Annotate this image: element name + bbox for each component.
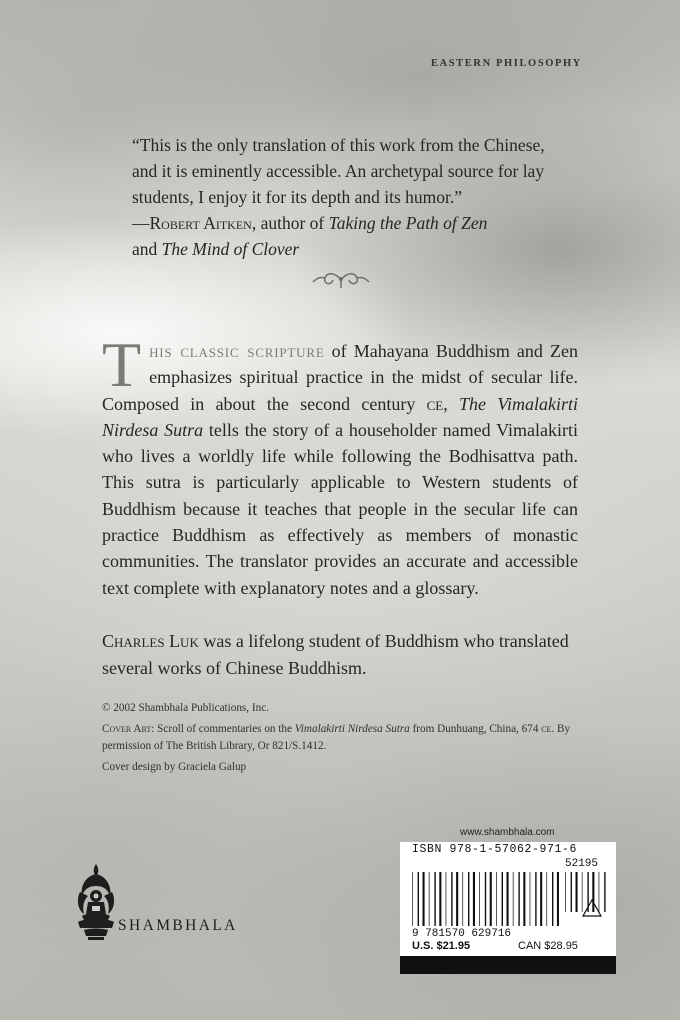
description-lead: his classic scripture [149, 341, 325, 361]
quote-book-1: Taking the Path of Zen [328, 213, 488, 233]
barcode-bar [540, 872, 542, 926]
barcode-bar [434, 872, 435, 926]
barcode-bar [502, 872, 503, 926]
barcode-bar [523, 872, 525, 926]
barcode-bar [423, 872, 425, 926]
category-label: EASTERN PHILOSOPHY [430, 58, 582, 69]
shambhala-logo-icon [72, 862, 120, 942]
ean-barcode [412, 872, 562, 930]
barcode-bar [571, 872, 572, 912]
quote-text: “This is the only translation of this work from the Chinese, and it is eminently accessible. An archetypal source for lay students, I enjoy it for its depth and its humor.” [132, 135, 545, 207]
translator-name: Charles Luk [102, 631, 199, 651]
barcode-bar [479, 872, 480, 926]
cover-art-credit: Cover Art: Scroll of commentaries on the Vimalakirti Nirdesa Sutra from Dunhuang, China, 674 ce. By permission of The British Library, Or 821/S.1412. [102, 723, 571, 752]
price-can: CAN $28.95 [518, 940, 578, 952]
barcode-bar [429, 872, 430, 926]
barcode-bar [565, 872, 566, 912]
barcode-bar [485, 872, 486, 926]
credits [102, 700, 572, 780]
isbn-label: ISBN 978-1-57062-971-6 [412, 843, 578, 856]
barcode-bar [530, 872, 531, 926]
barcode-bar [412, 872, 413, 926]
barcode-bar [490, 872, 492, 926]
quote-author: Robert Aitken [149, 213, 252, 233]
ean-digits: 9 781570 629716 [412, 928, 512, 940]
barcode-bar [576, 872, 578, 912]
barcode-bar [473, 872, 475, 926]
barcode-bar [546, 872, 547, 926]
quote-attribution-line2: and The Mind of Clover [132, 239, 300, 259]
ornament-icon [311, 268, 371, 292]
barcode-bar [451, 872, 452, 926]
barcode-bar [604, 872, 605, 912]
publisher-name: SHAMBHALA [118, 917, 238, 934]
barcode-bar [507, 872, 509, 926]
quote-book-2: The Mind of Clover [161, 239, 300, 259]
translator-bio: Charles Luk was a lifelong student of Buddhism who translated several works of Chinese Buddhism. [102, 631, 569, 678]
quote-attribution: —Robert Aitken, author of Taking the Path of Zen [132, 213, 488, 233]
cover-design-credit: Cover design by Graciela Galup [102, 760, 247, 773]
barcode-bar [468, 872, 469, 926]
barcode-bar [535, 872, 536, 926]
endorsement-quote [132, 132, 552, 262]
drop-cap: T [102, 329, 142, 400]
barcode-bar [439, 872, 441, 926]
triangle-icon [581, 898, 603, 918]
barcode-bar [446, 872, 447, 926]
barcode-bar [557, 872, 559, 926]
price-code: 52195 [565, 858, 599, 870]
barcode-bar [518, 872, 519, 926]
book-description: This classic scripture of Mahayana Buddhism and Zen emphasizes spiritual practice in the midst of secular life. Composed in about the second century ce, The Vimalakirti Nirdesa Sutra tells the story of a householder named Vimalakirti who lives a worldly life while following the Bodhisattva path. This sutra is particularly applicable to Western students of Buddhism because it teaches that people in the secular life can practice Buddhism as effectively as members of monastic communities. The translator provides an accurate and accessible text complete with explanatory notes and a glossary. [102, 329, 579, 598]
price-us: U.S. $21.95 [412, 940, 471, 952]
copyright-line: © 2002 Shambhala Publications, Inc. [102, 702, 269, 714]
barcode-bar [552, 872, 553, 926]
barcode-bar [456, 872, 458, 926]
publisher-website: www.shambhala.com [460, 827, 555, 838]
barcode-band [400, 956, 616, 974]
barcode-bar [418, 872, 419, 926]
book-title: The Vimalakirti Nirdesa Sutra [102, 393, 578, 440]
barcode-bar [462, 872, 463, 926]
barcode-bar [513, 872, 514, 926]
barcode-bar [496, 872, 497, 926]
